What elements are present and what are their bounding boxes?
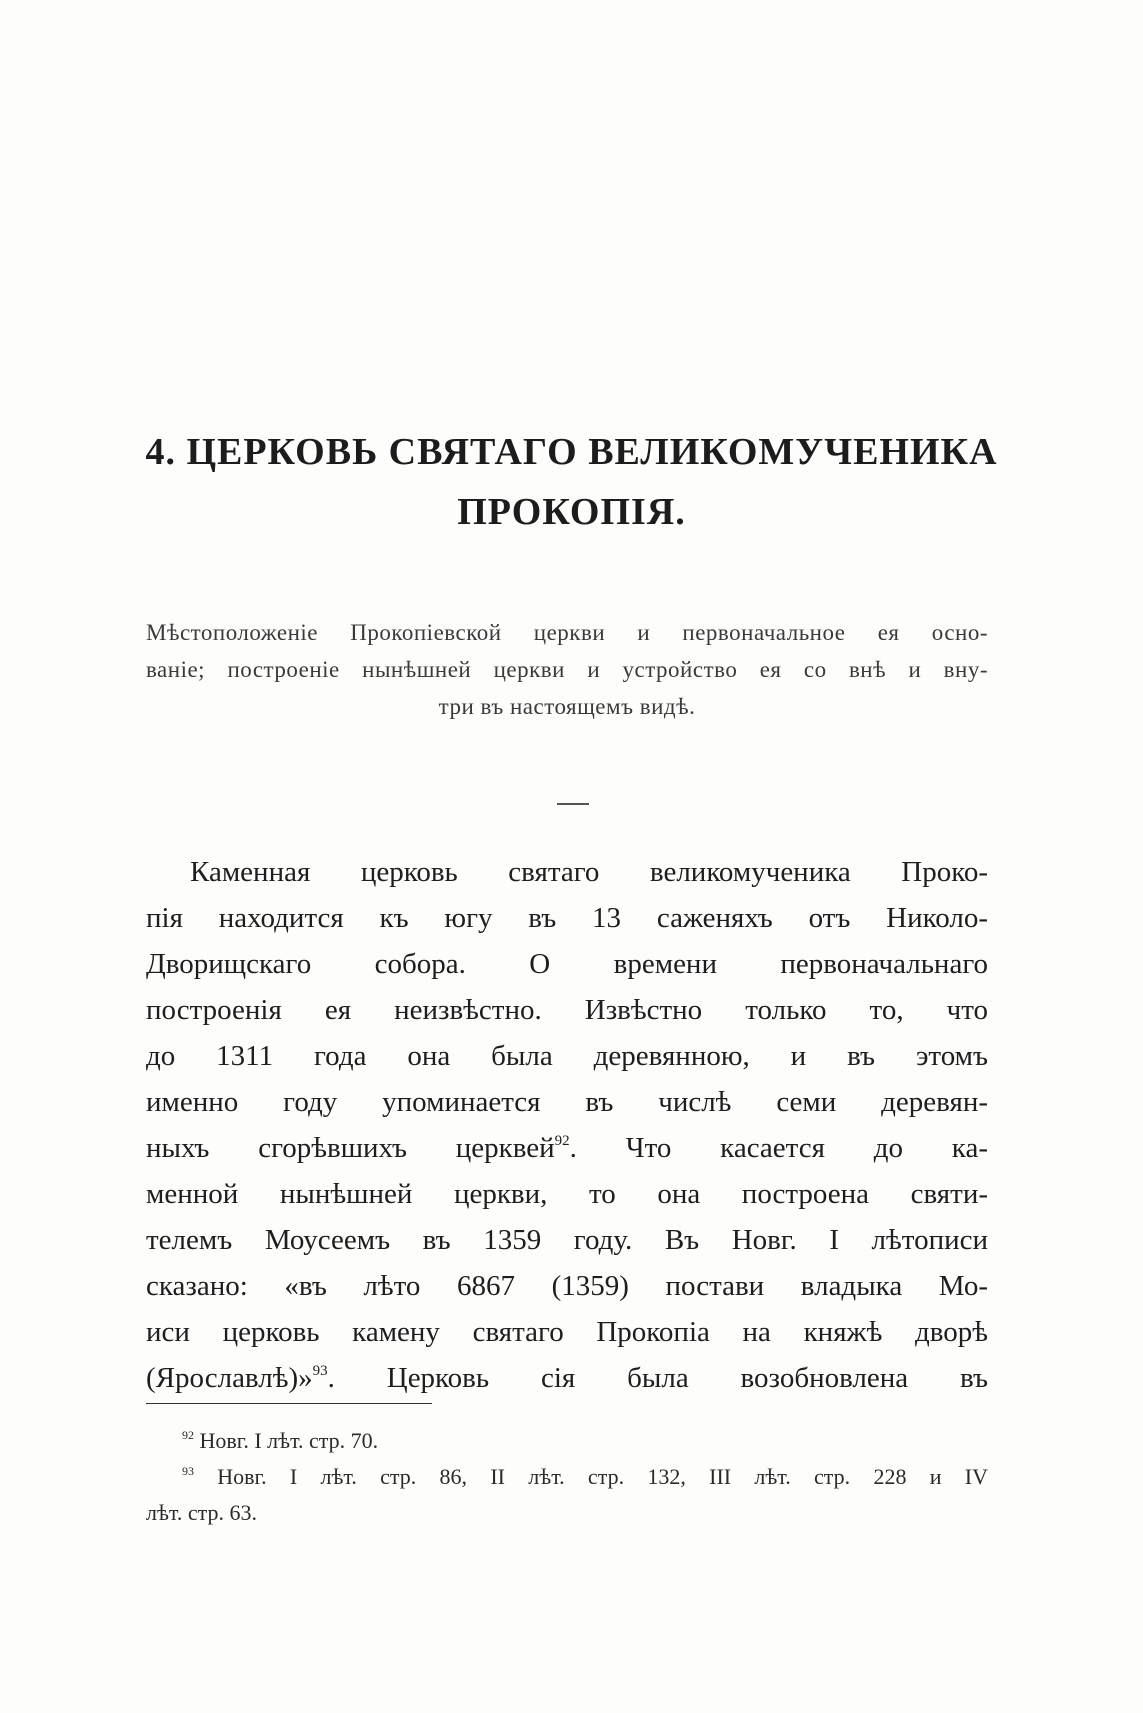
summary-line: ваніе; построеніе нынѣшней церкви и устройство ея со внѣ и вну- — [146, 657, 988, 682]
chapter-summary — [146, 614, 988, 651]
body-line: ныхъ сгорѣвшихъ церквей$^{92}$. Что касается до ка- — [146, 1132, 988, 1164]
section-divider — [557, 803, 589, 805]
footnote-ref: 92 — [554, 1133, 570, 1149]
body-line: Дворищскаго собора. О времени первоначальнаго — [146, 948, 988, 980]
body-line: Каменная церковь святаго великомученика Проко- — [190, 856, 988, 888]
chapter-summary — [146, 651, 988, 688]
chapter-title-line-1: 4. ЦЕРКОВЬ СВЯТАГО ВЕЛИКОМУЧЕНИКА — [145, 431, 998, 473]
summary-line: Мѣстоположеніе Прокопіевской церкви и первоначальное ея осно- — [146, 620, 988, 645]
body-line: построенія ея неизвѣстно. Извѣстно только то, что — [146, 994, 988, 1026]
footnote-number: 93 — [182, 1464, 194, 1478]
footnote-rule — [146, 1403, 432, 1404]
chapter-title-line-2: ПРОКОПІЯ. — [457, 491, 686, 533]
body-line: (Ярославлѣ)»$^{93}$. Церковь сія была возобновлена въ — [146, 1362, 988, 1394]
footnote-ref: 93 — [312, 1363, 328, 1379]
body-line: иси церковь камену святаго Прокопіа на княжѣ дворѣ — [146, 1316, 988, 1348]
body-line: сказано: «въ лѣто 6867 (1359) постави владыка Мо- — [146, 1270, 988, 1302]
chapter-summary — [146, 688, 988, 725]
footnote-number: 92 — [182, 1428, 194, 1442]
footnote-continuation: лѣт. стр. 63. — [146, 1500, 258, 1525]
footnote: $^{93}$ Новг. I лѣт. стр. 86, II лѣт. стр. 132, III лѣт. стр. 228 и IV — [182, 1464, 989, 1489]
body-line: телемъ Моусеемъ въ 1359 году. Въ Новг. I лѣтописи — [146, 1224, 988, 1256]
body-line: именно году упоминается въ числѣ семи деревян- — [146, 1086, 988, 1118]
body-line: пія находится къ югу въ 13 саженяхъ отъ Николо- — [146, 902, 988, 934]
summary-line: три въ настоящемъ видѣ. — [438, 694, 696, 719]
body-line: до 1311 года она была деревянною, и въ этомъ — [146, 1040, 988, 1072]
body-line: менной нынѣшней церкви, то она построена святи- — [146, 1178, 988, 1210]
footnote: $^{92}$ Новг. I лѣт. стр. 70. — [182, 1428, 379, 1453]
